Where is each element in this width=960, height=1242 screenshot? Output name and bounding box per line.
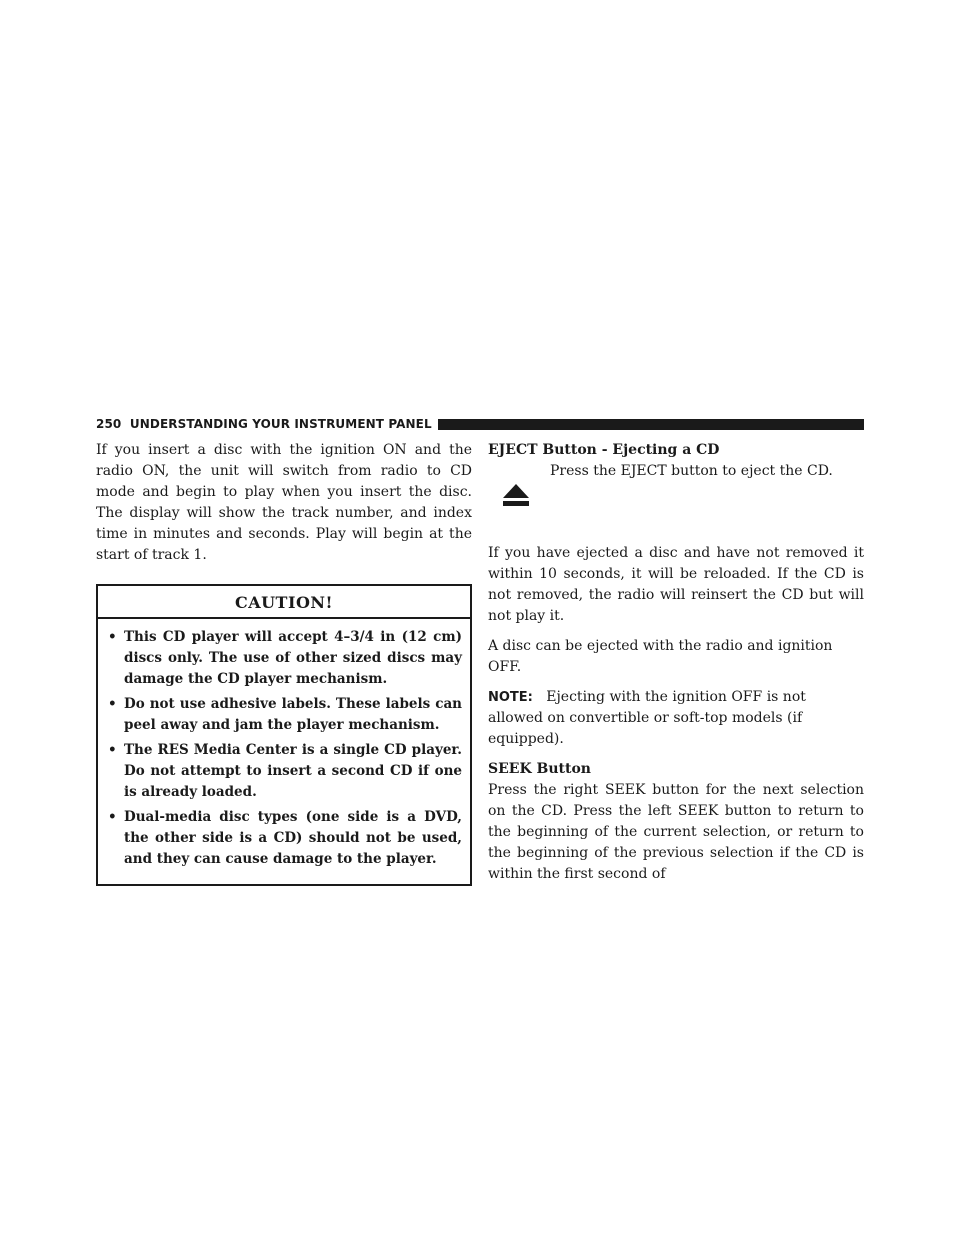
caution-item-text: Dual-media disc types (one side is a DVD, the other side is a CD) should not be used, and they can cause damage to the player. [124,809,462,867]
left-column [96,440,472,886]
eject-heading: EJECT Button - Ejecting a CD [488,442,720,458]
eject-instruction: Press the EJECT button to eject the CD. [550,463,833,479]
page-header [96,417,864,431]
caution-item-text: The RES Media Center is a single CD player. Do not attempt to insert a second CD if one is already loaded. [124,742,462,800]
seek-paragraph: Press the right SEEK button for the next selection on the CD. Press the left SEEK button to return to the beginning of the current selection, or return to the beginning of the previous selection if the CD is within the first second of [488,782,864,882]
bullet-marker: • [108,629,117,645]
intro-paragraph: If you insert a disc with the ignition ON and the radio ON, the unit will switch from radio to CD mode and begin to play when you insert the disc. The display will show the track number, and index time in minutes and seconds. Play will begin at the start of track 1. [96,442,472,563]
note-label: NOTE: [488,690,533,705]
caution-item [106,694,462,736]
right-column [488,440,864,885]
bullet-marker: • [108,696,117,712]
seek-heading: SEEK Button [488,761,591,777]
caution-title: CAUTION! [98,586,470,619]
note-paragraph [488,687,864,750]
reload-paragraph: If you have ejected a disc and have not removed it within 10 seconds, it will be reloaded. If the CD is not removed, the radio will reinsert the CD but will not play it. [488,545,864,624]
caution-item [106,807,462,870]
note-text: Ejecting with the ignition OFF is not allowed on convertible or soft-top models (if equipped). [488,689,806,747]
bullet-marker: • [108,742,117,758]
caution-item-text: This CD player will accept 4–3/4 in (12 cm) discs only. The use of other sized discs may damage the CD player mechanism. [124,629,462,687]
section-title: UNDERSTANDING YOUR INSTRUMENT PANEL [129,417,432,431]
eject-icon [502,483,530,507]
eject-icon-wrap [488,461,550,543]
caution-item [106,627,462,690]
header-rule [438,419,864,430]
eject-row [488,461,864,543]
bullet-marker: • [108,809,117,825]
caution-item [106,740,462,803]
caution-box [96,584,472,886]
caution-list [98,619,470,884]
caution-item-text: Do not use adhesive labels. These labels can peel away and jam the player mechanism. [124,696,462,733]
ignition-off-paragraph: A disc can be ejected with the radio and ignition OFF. [488,638,833,675]
header-label [96,417,438,431]
page-number: 250 [96,417,122,431]
